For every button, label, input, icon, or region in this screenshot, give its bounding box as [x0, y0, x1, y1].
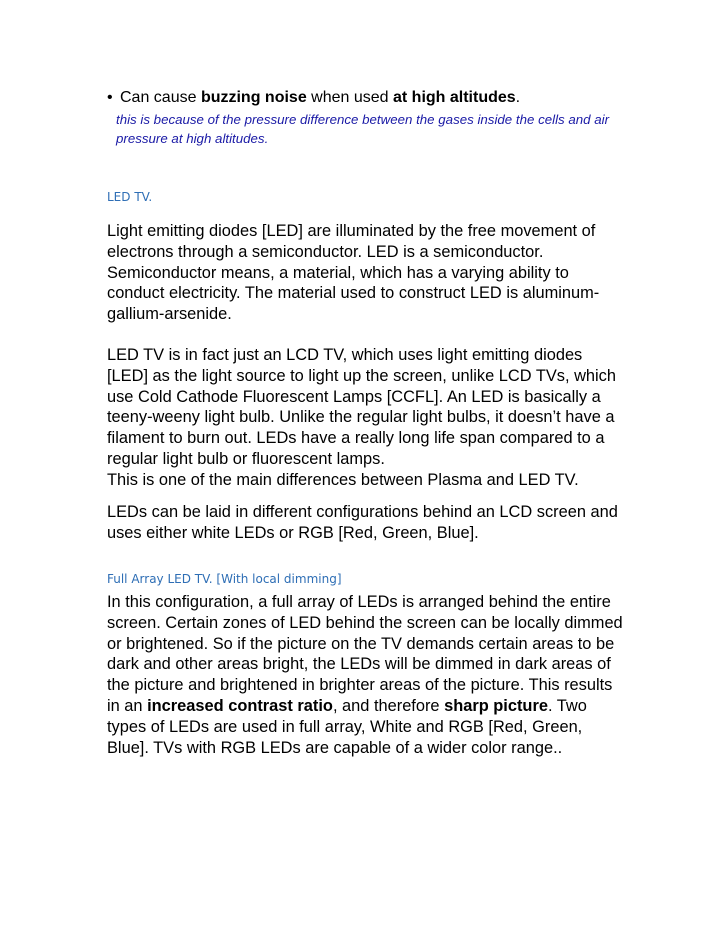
bullet-item-buzzing-noise: [107, 87, 520, 109]
bold-increased-contrast-ratio: increased contrast ratio: [147, 696, 333, 715]
full-array-paragraph: [107, 592, 627, 758]
bullet-bold-buzzing-noise: buzzing noise: [200, 89, 307, 106]
bullet-text-2: when used: [306, 89, 393, 106]
led-paragraph-1: Light emitting diodes [LED] are illuminated by the free movement of electrons through a semiconductor. LED is a semiconductor. Semiconductor means, a material, which has a varying ability to conduct electricity. The material used to construct LED is aluminum-gallium-arsenide.: [107, 222, 600, 324]
bullet-bold-high-altitudes: at high altitudes: [393, 89, 516, 106]
full-array-text-1: In this configuration, a full array of LEDs is arranged behind the entire screen. Certain zones of LED behind the screen can be locally dimmed or brightened. So if the picture on the TV demands certain areas to be dark and other areas bright, the LEDs will be dimmed in dark areas of the picture and brightened in brighter areas of the picture. This results in an: [107, 593, 623, 715]
led-paragraph-3: LEDs can be laid in different configurations behind an LCD screen and uses either white LEDs or RGB [Red, Green, Blue].: [107, 503, 618, 542]
full-array-text-2: , and therefore: [332, 696, 445, 715]
led-paragraph-2-line-1: LED TV is in fact just an LCD TV, which uses light emitting diodes [LED] as the light source to light up the screen, unlike LCD TVs, which use Cold Cathode Fluorescent Lamps [CCFL]. An LED is basically a teeny-weeny light bulb. Unlike the regular light bulbs, it doesn’t have a filament to burn out. LEDs have a really long life span compared to a regular light bulb or fluorescent lamps.: [107, 346, 616, 468]
pressure-note: this is because of the pressure difference between the gases inside the cells and air pressure at high altitudes.: [116, 112, 610, 146]
led-paragraph-2-line-2: This is one of the main differences between Plasma and LED TV.: [107, 470, 579, 489]
bold-sharp-picture: sharp picture: [444, 696, 548, 715]
bullet-text-3: .: [515, 89, 521, 106]
bullet-marker: •: [107, 89, 113, 106]
led-tv-heading: LED TV.: [107, 190, 153, 204]
bullet-text-1: Can cause: [120, 89, 201, 106]
led-paragraph-2: [107, 345, 627, 491]
full-array-text-3: . Two types of LEDs are used in full array, White and RGB [Red, Green, Blue]. TVs with RGB LEDs are capable of a wider color range..: [107, 696, 587, 757]
full-array-heading: Full Array LED TV. [With local dimming]: [107, 572, 342, 586]
